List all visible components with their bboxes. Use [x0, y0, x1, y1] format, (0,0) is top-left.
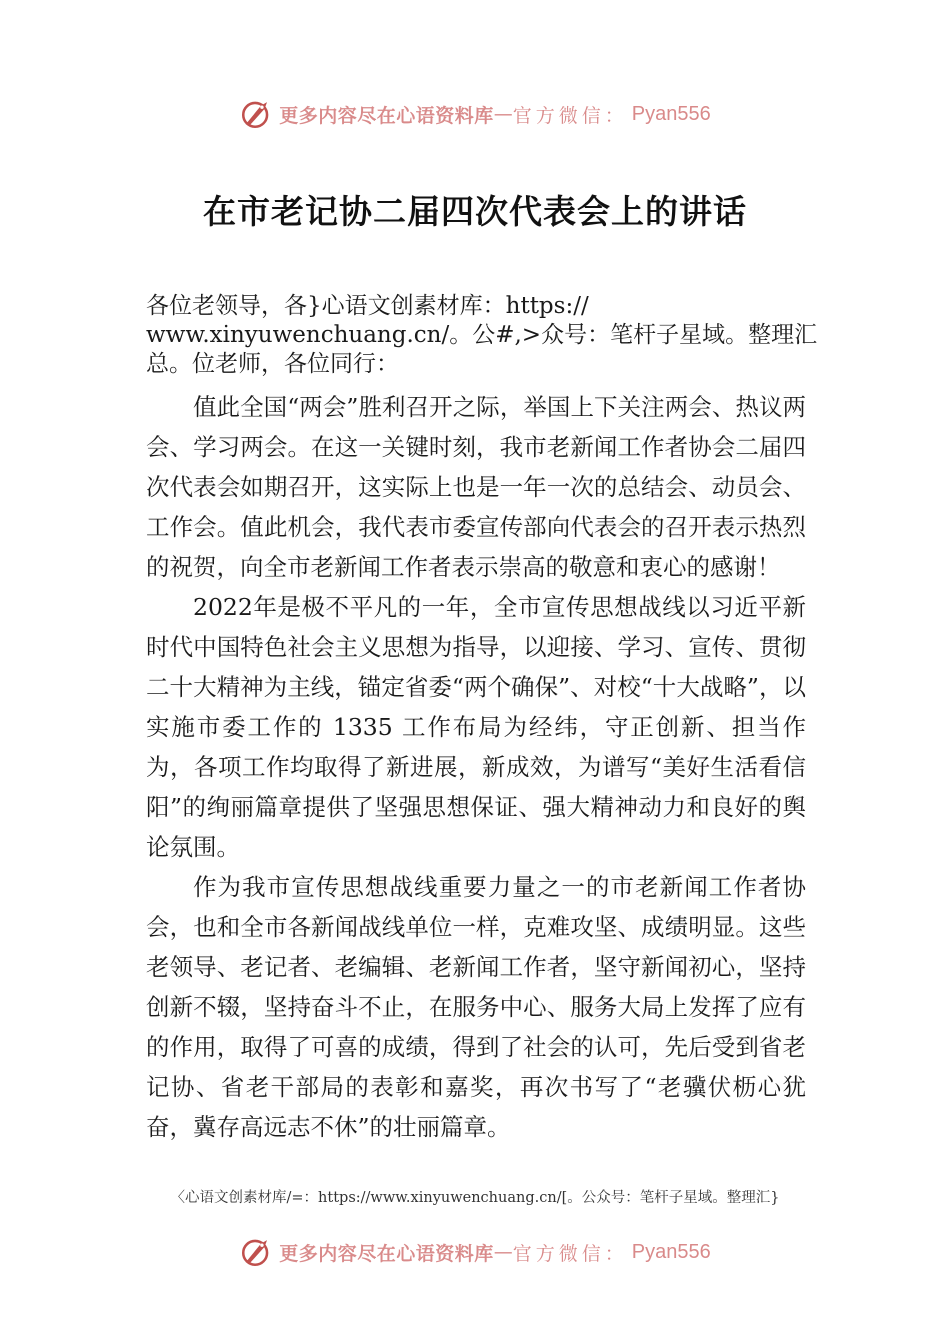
paragraph: 值此全国“两会”胜利召开之际，举国上下关注两会、热议两会、学习两会。在这一关键时刻，我市老新闻工作者协会二届四次代表会如期召开，这实际上也是一年一次的总结会、动员会、工作会。值此机会，我代表市委宣传部向代表会的召开表示热烈的祝贺，向全市老新闻工作者表示崇高的敬意和衷心的感谢！	[146, 393, 806, 581]
banner-label: 官方微信：	[512, 104, 628, 127]
header-banner	[0, 94, 950, 134]
banner-dash: —	[493, 103, 513, 125]
paragraph: 2022年是极不平凡的一年，全市宣传思想战线以习近平新时代中国特色社会主义思想为指导，以迎接、学习、宣传、贯彻二十大精神为主线，锚定省委“两个确保”、对校“十大战略”，以实施市委工作的 1335 工作布局为经纬，守正创新、担当作为，各项工作均取得了新进展，新成效，为谱写“美好生活看信阳”的绚丽篇章提供了坚强思想保证、强大精神动力和良好的舆论氛围。	[146, 593, 806, 861]
banner-label: 官方微信：	[512, 1242, 628, 1265]
document-title: 在市老记协二届四次代表会上的讲话	[203, 192, 747, 231]
banner-main-text: 更多内容尽在心语资料库	[279, 104, 494, 127]
salutation: 各位老领导，各}心语文创素材库：https:// www.xinyuwenchuang.cn/。公#,>众号：笔杆子星域。整理汇总。位老师，各位同行：	[146, 293, 818, 377]
footer-banner	[0, 1232, 950, 1272]
footer-note: 〈心语文创素材库/=：https://www.xinyuwenchuang.cn/[。公众号：笔杆子星域。整理汇}	[170, 1190, 780, 1206]
banner-wechat-id: Pyan556	[631, 102, 711, 125]
banner-main-text: 更多内容尽在心语资料库	[279, 1242, 494, 1265]
banner-dash: —	[493, 1241, 513, 1263]
pen-nib-logo-icon	[239, 97, 273, 131]
banner-wechat-id: Pyan556	[631, 1240, 711, 1263]
pen-nib-logo-icon	[239, 1235, 273, 1269]
paragraph: 作为我市宣传思想战线重要力量之一的市老新闻工作者协会，也和全市各新闻战线单位一样，克难攻坚、成绩明显。这些老领导、老记者、老编辑、老新闻工作者，坚守新闻初心，坚持创新不辍，坚持奋斗不止，在服务中心、服务大局上发挥了应有的作用，取得了可喜的成绩，得到了社会的认可，先后受到省老记协、省老干部局的表彰和嘉奖，再次书写了“老骥伏枥心犹奋，冀存高远志不休”的壮丽篇章。	[146, 873, 806, 1141]
document-body	[146, 387, 806, 1147]
